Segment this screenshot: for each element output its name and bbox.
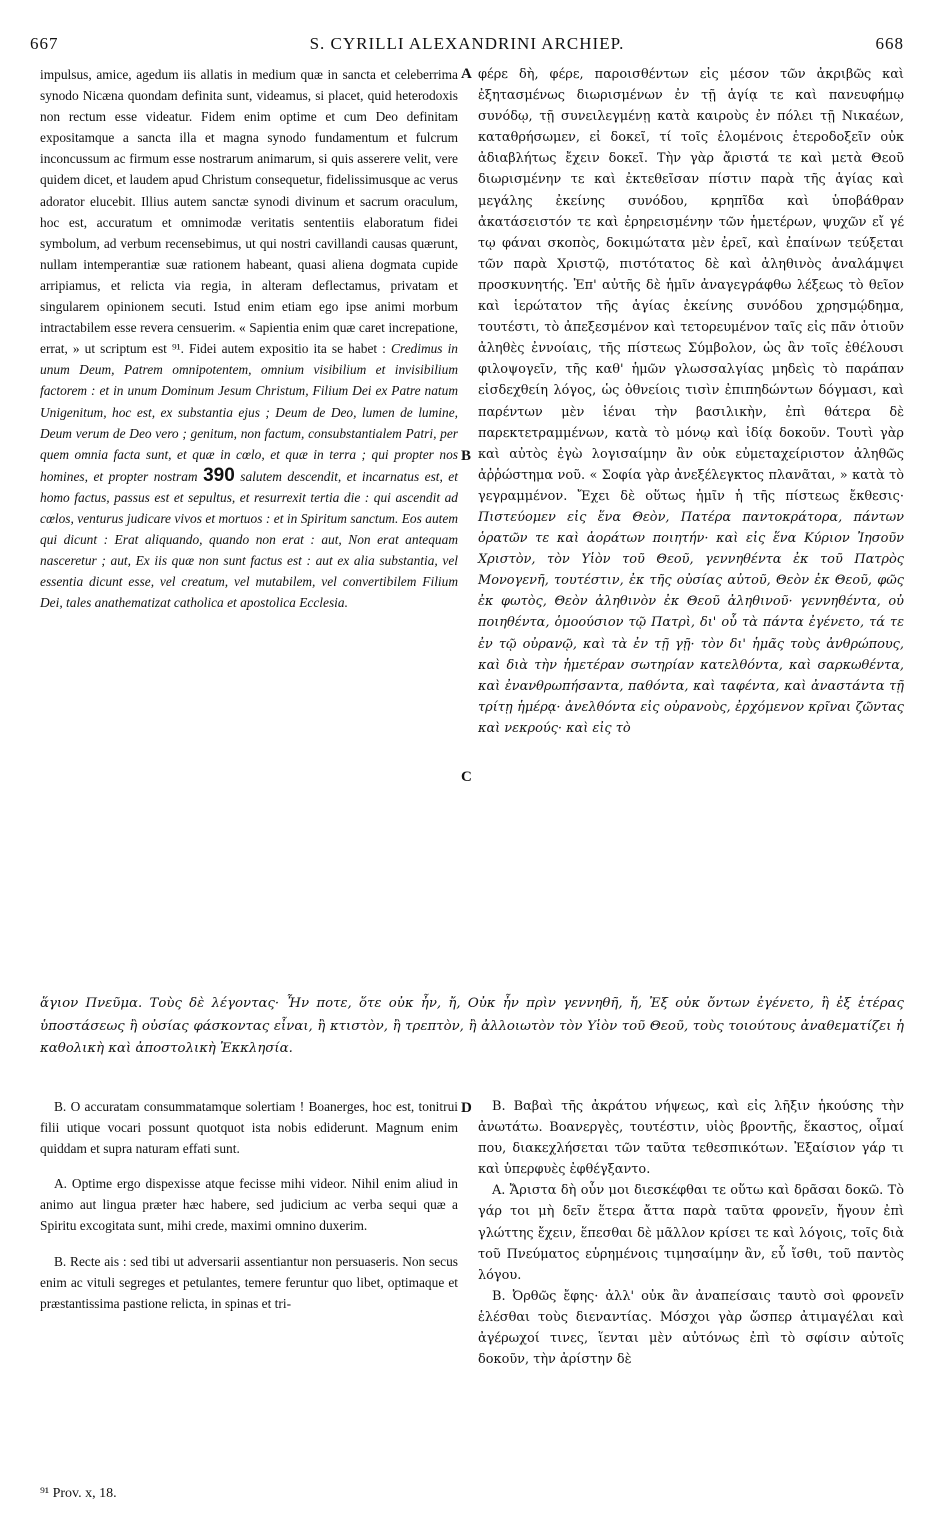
latin-paragraph	[40, 64, 458, 613]
latin-dialogue-b1: B. O accuratam consummatamque solertiam ! Boanerges, hoc est, tonitrui filii utique vocari possunt quotquot ista nobis ediderunt. Magnum enim quiddam et supra naturam effati sunt.	[40, 1099, 458, 1157]
page-number-right: 668	[875, 34, 904, 53]
greek-dialogue-b1: B. Βαβαὶ τῆς ἀκράτου νήψεως, καὶ εἰς λῆξιν ἡκούσης τὴν ἀνωτάτω. Βοανεργὲς, τουτέστιν, υἱὸς βροντῆς, ἕκαστος, οἶμαί που, διακεχλήσεται τῶν ταῦτα τεθεσπικότων. Ἐξαίσιον γάρ τι καὶ ὑπερφυὲς ἐφθέγξαντο.	[478, 1099, 904, 1178]
greek-paragraph	[478, 64, 904, 739]
greek-text: φέρε δὴ, φέρε, παροισθέντων εἰς μέσον τῶν ἀκριβῶς καὶ ἐξητασμένως διωρισμένων ἐν τῇ ἁγίᾳ τε καὶ πανευφήμῳ συνόδῳ, τῇ συνειλεγμένῃ κατὰ καιροὺς ἐν πόλει τῇ Νικαέων, καταθρήσωμεν, εἰ δοκεῖ, τί τοῖς ἑλομένοις ἑτεροδοξεῖν οὐκ ἀδιαβλήτως ἔχειν δοκεῖ. Τὴν γὰρ ἄριστά τε καὶ μετὰ Θεοῦ διωρισμένην τε καὶ ἐκτεθεῖσαν πίστιν παρὰ τῆς ἁγίας καὶ μεγάλης ἐκείνης συνόδου, κρηπῖδα καὶ ὑποβάθραν ἀκατάσειστόν τε καὶ ἐρηρεισμένην τῶν ἡμετέρων, ψυχῶν εἴ γέ τῳ φάναι σκοπὸς, δοκιμώτατα μὲν ἐρεῖ, καὶ ἐπαίνων τεύξεται τῶν παρὰ Χριστῷ, πιστότατος δὲ καὶ ἀληθινὸς ἀναλάμψει προσκυνητής. Ἐπ' αὐτῆς δὲ ἡμῖν ἀναγεγράφθω λέξεως τὸ θεῖον καὶ ἱερώτατον τῆς ἁγίας ἐκείνης συνόδου χρησμῴδημα, τουτέστι, τὸ ἀπεξεσμένον καὶ τετορευμένον ταῖς εἰς πᾶν ὁτιοῦν ἀληθὲς ἐννοίαις, τῆς πίστεως Σύμβολον, ὡς ἂν τοῖς ἐθέλουσι φιλοψογεῖν, τῆς καθ' ἡμῶν γλωσσαλγίας μηδεὶς τὸ παράπαν εἰσδεχθείη λόγος, ὡς ὀθνείοις τισὶν ἐπιπηδώντων δόγμασι, καὶ παρέντων μὲν ἰέναι τὴν βασιλικὴν, ἐπὶ θάτερα δὲ παρεκτετραμμένων, κατὰ τὸ μόνῳ καὶ ἰδίᾳ δοκοῦν. Τουτὶ γὰρ καὶ αὐτὸς ἐγὼ λογισαίμην ἂν οὐκ εὐμεταχείριστον ἀληθῶς ἀῤῥώστημα νοῦ. « Σοφία γὰρ ἀνεξέλεγκτος πλανᾶται, » κατὰ τὸ γεγραμμένον. Ἔχει δὲ οὕτως ἡμῖν ἡ τῆς πίστεως ἔκθεσις·	[478, 67, 904, 504]
greek-dialogue-a: A. Ἄριστα δὴ οὖν μοι διεσκέφθαι τε οὕτω καὶ δρᾶσαι δοκῶ. Τὸ γάρ τοι μὴ δεῖν ἕτερα ἄττα παρὰ ταῦτα φρονεῖν, ἤγουν ἐπὶ γλώττης ἔχειν, ἕπεσθαι δὲ μᾶλλον κρίσει τε καὶ λόγοις, τοῖς διὰ τοῦ Πνεύματος εὑρημένοις τιμησαίμην ἂν, εὖ ἴσθι, τοῦ παντὸς λόγου.	[478, 1183, 904, 1283]
greek-column-top	[478, 64, 904, 739]
latin-text: impulsus, amice, agedum iis allatis in medium quæ in sancta et celeberrima synodo Nicæna quondam definita sunt, videamus, si placet, quid heterodoxis non rectum esse videatur. Fidem enim optime et cum Deo definitam expositamque a sancta illa et magna synodo fundamentum et fulcrum inconcussum ac firmum esse nostrarum animarum, si quis asserere velit, vere quidem dicet, et laudem apud Christum consequetur, fidelissimusque ac verus adorator elucebit. Illius autem sanctæ synodi divinum et sacrum oraculum, hoc est, accuratum et omnimodæ veritatis sententiis elaboratum fidei symbolum, ad verbum recensebimus, ut qui nostri cavillandi causas quærunt, nullam intemperantiæ suæ rationem habeant, quasi aliena dogmata cupide arripiamus, et relicta via regia, in alteram deflectamus, privatam et singularem opinionem secuti. Istud enim etiam ego ipse animi morbum intractabilem esse revera censuerim. « Sapientia enim quæ caret increpatione, errat, » ut scriptum est ⁹¹. Fidei autem expositio ita se habet :	[40, 67, 458, 357]
page-header	[30, 34, 904, 58]
section-marker-c: C	[461, 769, 472, 785]
page-number-left: 667	[30, 34, 59, 53]
footnote: ⁹¹ Prov. x, 18.	[40, 1486, 117, 1501]
greek-creed: Πιστεύομεν εἰς ἕνα Θεὸν, Πατέρα παντοκράτορα, πάντων ὁρατῶν τε καὶ ἀοράτων ποιητήν· καὶ εἰς ἕνα Κύριον Ἰησοῦν Χριστὸν, τὸν Υἱὸν τοῦ Θεοῦ, γεννηθέντα ἐκ τοῦ Πατρὸς Μονογενῆ, τουτέστιν, ἐκ τῆς οὐσίας αὐτοῦ, Θεὸν ἐκ Θεοῦ, φῶς ἐκ φωτὸς, Θεὸν ἀληθινὸν ἐκ Θεοῦ ἀληθινοῦ· γεννηθέντα, οὐ ποιηθέντα, ὁμοούσιον τῷ Πατρὶ, δι' οὗ τὰ πάντα ἐγένετο, τά τε ἐν τῷ οὐρανῷ, καὶ τὰ ἐν τῇ γῇ· τὸν δι' ἡμᾶς τοὺς ἀνθρώπους, καὶ διὰ τὴν ἡμετέραν σωτηρίαν κατελθόντα, καὶ σαρκωθέντα, καὶ ἐνανθρωπήσαντα, παθόντα, καὶ ταφέντα, καὶ ἀναστάντα τῇ τρίτῃ ἡμέρᾳ· ἀνελθόντα εἰς οὐρανοὺς, ἐρχόμενον κρῖναι ζῶντας καὶ νεκρούς· καὶ εἰς τὸ	[478, 509, 904, 736]
latin-dialogue-a: A. Optime ergo dispexisse atque fecisse mihi videor. Nihil enim aliud in animo aut lingua præter hæc habere, sed judicium ac verba sequi quæ a Spiritu excogitata sunt, mihi crede, maximi omnino duxerim.	[40, 1176, 458, 1234]
latin-creed-continued: salutem descendit, et incarnatus est, et homo factus, passus est et sepultus, et resurrexit tertia die : qui ascendit ad cœlos, venturus judicare vivos et mortuos : et in Spiritum sanctum. Eos autem qui dicunt : Erat aliquando, quando non erat : aut, Non erat antequam nasceretur ; aut, Ex iis quæ non sunt factus est : aut ex alia substantia, vel essentia dicunt esse, vel creatum, vel mutabilem, vel convertibilem Filium Dei, tales anathematizat catholica et apostolica Ecclesia.	[40, 468, 458, 611]
latin-column-bottom	[40, 1096, 458, 1314]
running-title: S. CYRILLI ALEXANDRINI ARCHIEP.	[309, 34, 625, 53]
full-width-anathema: ἅγιον Πνεῦμα. Τοὺς δὲ λέγοντας· Ἦν ποτε, ὅτε οὐκ ἦν, ἤ, Οὐκ ἦν πρὶν γεννηθῆ, ἤ, Ἐξ οὐκ ὄντων ἐγένετο, ἢ ἐξ ἑτέρας ὑποστάσεως ἢ οὐσίας φάσκοντας εἶναι, ἢ κτιστὸν, ἢ τρεπτὸν, ἢ ἀλλοιωτὸν τὸν Υἱὸν τοῦ Θεοῦ, τοὺς τοιούτους ἀναθεματίζει ἡ καθολικὴ καὶ ἀποστολικὴ Ἐκκλησία.	[40, 996, 904, 1056]
latin-dialogue-b2: B. Recte ais : sed tibi ut adversarii assentiantur non persuaseris. Non secus enim ac vituli segreges et petulantes, temere feruntur quo libet, optimaque et præstantissima pastione relicta, in spinas et tri-	[40, 1253, 458, 1311]
greek-dialogue-b2: B. Ὀρθῶς ἔφης· ἀλλ' οὐκ ἂν ἀναπείσαις ταυτὸ σοὶ φρονεῖν ἑλέσθαι τοὺς διεναντίας. Μόσχοι γὰρ ὥσπερ ἀτιμαγέλαι καὶ ἀγέρωχοί τινες, ἵενται μὲν αὐτόνως ἐπὶ τὸ σφίσιν αὐτοῖς δοκοῦν, τὴν ἀρίστην δὲ	[478, 1288, 904, 1368]
margin-page-number: 390	[203, 464, 235, 486]
section-marker-a: A	[461, 66, 472, 82]
latin-column-top	[40, 64, 458, 613]
section-marker-d: D	[461, 1100, 472, 1116]
section-marker-b: B	[461, 448, 472, 464]
greek-column-bottom	[478, 1096, 904, 1370]
latin-creed: Credimus in unum Deum, Patrem omnipotentem, omnium visibilium et invisibilium factorem : et in unum Dominum Jesum Christum, Filium Dei ex Patre natum Unigenitum, hoc est, ex substantia ejus ; Deum de Deo, lumen de lumine, Deum verum de Deo vero ; genitum, non factum, consubstantialem Patri, per quem omnia facta sunt, et quæ in cœlo, et quæ in terra ; qui propter nos homines, et propter nostram	[40, 341, 458, 484]
